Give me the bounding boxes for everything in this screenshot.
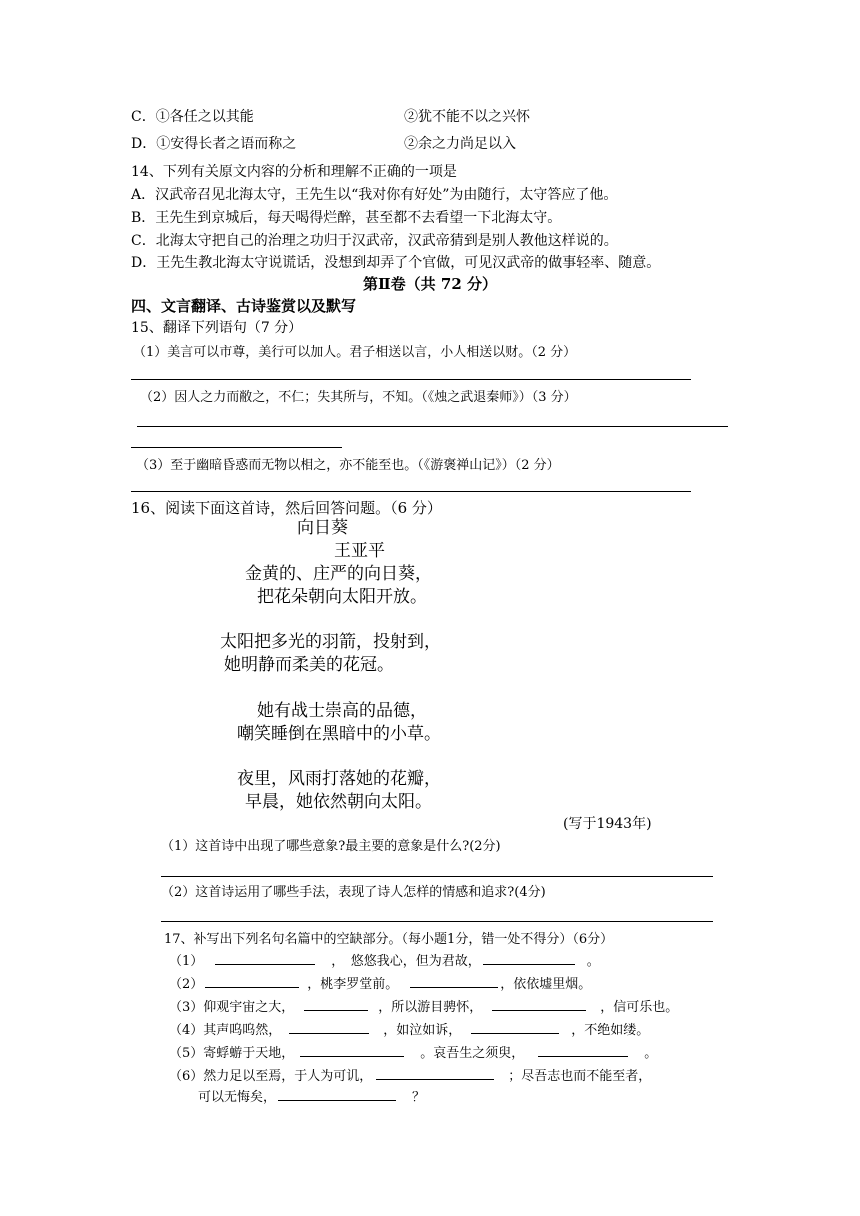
section4-title: 四、文言翻译、古诗鉴赏以及默写 [131, 297, 357, 315]
q14-stem: 14、下列有关原文内容的分析和理解不正确的一项是 [131, 164, 457, 180]
q14-option-b: B．王先生到京城后，每天喝得烂醉，甚至都不去看望一下北海太守。 [131, 210, 562, 226]
poem-line: 金黄的、庄严的向日葵， [245, 564, 432, 584]
q17-item-6: （6）然力足以至焉，于人为可讥， ；尽吾志也而不能至者， [169, 1069, 652, 1084]
fill-blank[interactable] [215, 963, 315, 965]
fill-blank[interactable] [289, 1032, 369, 1034]
fill-blank[interactable] [471, 1032, 559, 1034]
q17-item-1: （1） ， 悠悠我心，但为君故， 。 [169, 954, 600, 969]
fill-blank[interactable] [205, 986, 299, 988]
answer-line [161, 876, 713, 877]
q16-subquestion-2: （2）这首诗运用了哪些手法，表现了诗人怎样的情感和追求?(4分) [161, 885, 546, 900]
answer-line [131, 491, 691, 492]
poem-date: (写于1943年) [563, 816, 652, 832]
answer-line [131, 447, 342, 448]
option-d-right: ②余之力尚足以入 [404, 136, 516, 152]
fill-blank[interactable] [304, 1009, 368, 1011]
q15-sentence-1: （1）美言可以市尊，美行可以加人。君子相送以言，小人相送以财。（2 分） [133, 345, 577, 360]
poem-title: 向日葵 [297, 518, 348, 538]
fill-blank[interactable] [410, 986, 498, 988]
q17-item-2: （2） ，桃李罗堂前。 ，依依墟里烟。 [169, 977, 592, 992]
poem-line: 太阳把多光的羽箭，投射到， [220, 632, 441, 652]
fill-blank[interactable] [300, 1055, 404, 1057]
poem-line: 夜里，风雨打落她的花瓣， [237, 769, 441, 789]
q14-option-a: A．汉武帝召见北海太守，王先生以“我对你有好处”为由随行，太守答应了他。 [131, 187, 618, 203]
q14-option-d: D．王先生教北海太守说谎话，没想到却弄了个官做，可见汉武帝的做事轻率、随意。 [131, 255, 661, 271]
fill-blank[interactable] [538, 1055, 628, 1057]
answer-line [131, 379, 691, 380]
part2-title: 第Ⅱ卷（共 72 分） [363, 275, 497, 293]
poem-line: 早晨，她依然朝向太阳。 [245, 792, 432, 812]
fill-blank[interactable] [278, 1099, 396, 1101]
q14-option-c: C．北海太守把自己的治理之功归于汉武帝，汉武帝猜到是别人教他这样说的。 [131, 233, 618, 249]
q15-stem: 15、翻译下列语句（7 分） [131, 320, 303, 336]
fill-blank[interactable] [376, 1078, 494, 1080]
q17-item-3: （3）仰观宇宙之大， ，所以游目骋怀， ，信可乐也。 [169, 1000, 679, 1015]
q16-stem: 16、阅读下面这首诗，然后回答问题。（6 分） [131, 499, 442, 517]
poem-line: 她有战士崇高的品德， [257, 701, 427, 721]
option-d-left: D．①安得长者之语而称之 [131, 136, 297, 152]
q15-sentence-3: （3）至于幽暗昏惑而无物以相之，亦不能至也。（《游褒禅山记》）（2 分） [136, 458, 560, 473]
option-c-left: C．①各任之以其能 [131, 109, 254, 125]
q17-item-5: （5）寄蜉蝣于天地， 。哀吾生之须臾， 。 [169, 1046, 658, 1061]
q16-subquestion-1: （1）这首诗中出现了哪些意象?最主要的意象是什么?(2分) [161, 839, 501, 854]
fill-blank[interactable] [483, 963, 575, 965]
poem-line: 嘲笑睡倒在黑暗中的小草。 [237, 724, 441, 744]
poem-line: 她明静而柔美的花冠。 [224, 655, 394, 675]
answer-line [137, 426, 728, 427]
q17-stem: 17、补写出下列名句名篇中的空缺部分。（每小题1分，错一处不得分）（6分） [164, 932, 614, 947]
q17-item-4: （4）其声呜呜然， ，如泣如诉， ，不绝如缕。 [169, 1023, 650, 1038]
fill-blank[interactable] [492, 1009, 586, 1011]
q15-sentence-2: （2）因人之力而敝之，不仁；失其所与，不知。（《烛之武退秦师》）（3 分） [140, 390, 577, 405]
answer-line [161, 921, 713, 922]
poem-line: 把花朵朝向太阳开放。 [257, 587, 427, 607]
poem-author: 王亚平 [334, 541, 385, 561]
option-c-right: ②犹不能不以之兴怀 [404, 109, 530, 125]
q17-item-6-continued: 可以无悔矣， ？ [198, 1090, 426, 1105]
